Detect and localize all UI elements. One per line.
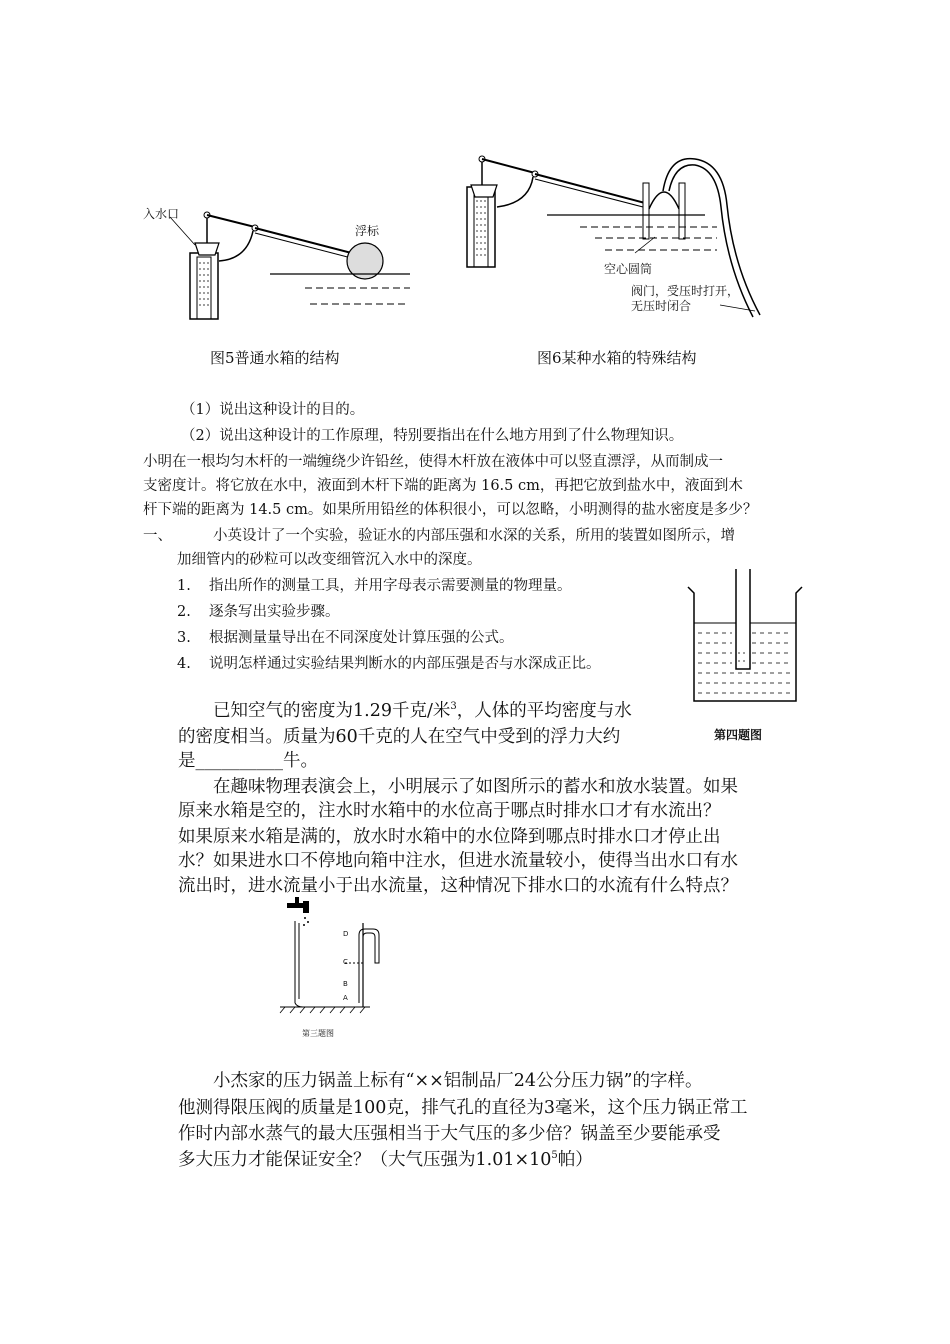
question-cooker-line-1: 小杰家的压力锅盖上标有“××铝制品厂24公分压力锅”的字样。: [213, 1071, 703, 1091]
question-pressure-marker: 一、: [143, 528, 172, 544]
label-hollow-cylinder: 空心圆筒: [604, 262, 653, 276]
question-cooker-line-3: 作时内部水蒸气的最大压强相当于大气压的多少倍？锅盖至少要能承受: [178, 1124, 721, 1144]
figure-q3-caption: 第三题图: [302, 1029, 334, 1038]
figure-6-caption: 图6某种水箱的特殊结构: [537, 349, 697, 367]
list-item: 3. 根据测量量导出在不同深度处计算压强的公式。: [177, 630, 514, 646]
figure-q3-point-c: C: [343, 958, 348, 966]
question-pressure-line-2: 加细管内的砂粒可以改变细管沉入水中的深度。: [177, 552, 482, 568]
question-design-item-2: （2）说出这种设计的工作原理，特别要指出在什么地方用到了什么物理知识。: [181, 428, 684, 444]
question-design-item-1: （1）说出这种设计的目的。: [181, 402, 365, 418]
question-cooker-line-2: 他测得限压阀的质量是100克，排气孔的直径为3毫米，这个压力锅正常工: [178, 1098, 748, 1118]
label-valve-1: 阀门，受压时打开，: [631, 284, 740, 298]
list-item: 1. 指出所作的测量工具，并用字母表示需要测量的物理量。: [177, 578, 572, 594]
question-siphon-line-1: 在趣味物理表演会上，小明展示了如图所示的蓄水和放水装置。如果: [213, 777, 738, 797]
list-item: 4. 说明怎样通过实验结果判断水的内部压强是否与水深成正比。: [177, 656, 601, 672]
figure-q3-point-b: B: [343, 980, 348, 988]
question-density-line-3: 杆下端的距离为 14.5 cm。如果所用铅丝的体积很小，可以忽略，小明测得的盐水密度是多少？: [143, 502, 758, 518]
figure-q4-beaker: [680, 565, 810, 715]
question-buoyancy-line-2: 的密度相当。质量为60千克的人在空气中受到的浮力大约: [178, 727, 621, 747]
figure-q3-siphon: [275, 895, 385, 1025]
question-siphon-line-4: 水？如果进水口不停地向箱中注水，但进水流量较小，使得当出水口有水: [178, 851, 738, 871]
question-pressure-line-1: 小英设计了一个实验，验证水的内部压强和水深的关系，所用的装置如图所示，增: [213, 528, 735, 544]
question-buoyancy-line-3: 是__________牛。: [178, 751, 318, 771]
question-siphon-line-3: 如果原来水箱是满的，放水时水箱中的水位降到哪点时排水口才停止出: [178, 827, 721, 847]
question-cooker-line-4: 多大压力才能保证安全？（大气压强为$1.01\times 10^5$帕）: [178, 1150, 593, 1170]
list-item: 2. 逐条写出实验步骤。: [177, 604, 340, 620]
label-inlet: 入水口: [143, 207, 180, 221]
figure-q4-caption: 第四题图: [714, 728, 763, 742]
question-siphon-line-2: 原来水箱是空的，注水时水箱中的水位高于哪点时排水口才有水流出？: [178, 801, 721, 821]
figure-5-caption: 图5普通水箱的结构: [210, 349, 340, 367]
question-density-line-2: 支密度计。将它放在水中，液面到木杆下端的距离为 16.5 cm，再把它放到盐水中，液面到木: [143, 478, 743, 494]
question-siphon-line-5: 流出时，进水流量小于出水流量，这种情况下排水口的水流有什么特点？: [178, 876, 738, 896]
figure-q3-point-d: D: [343, 930, 349, 938]
question-buoyancy-line-1: 已知空气的密度为1.29千克/米$^3$，人体的平均密度与水: [213, 701, 632, 721]
pressure-steps-list: [177, 574, 697, 676]
label-valve-2: 无压时闭合: [631, 299, 692, 313]
label-float: 浮标: [355, 224, 380, 238]
question-density-line-1: 小明在一根均匀木杆的一端缠绕少许铅丝，使得木杆放在液体中可以竖直漂浮，从而制成一: [143, 454, 723, 470]
figure-q3-point-a: A: [343, 994, 348, 1002]
